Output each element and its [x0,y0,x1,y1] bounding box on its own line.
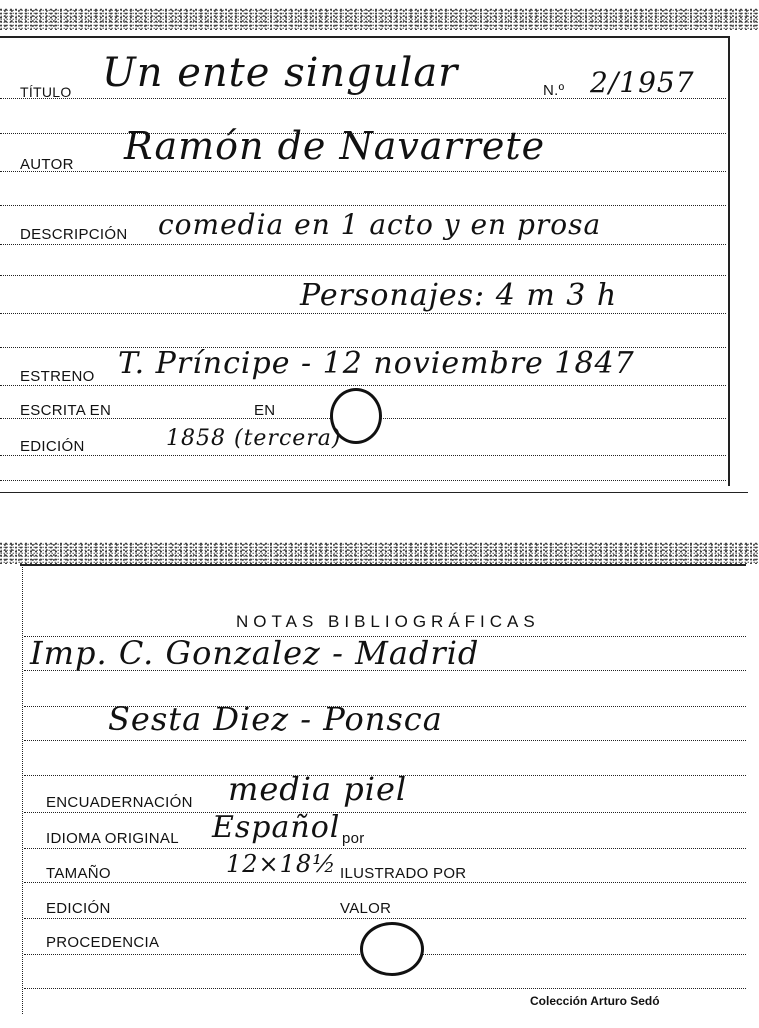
rule [24,812,746,813]
idioma-label: IDIOMA ORIGINAL [46,830,179,847]
rule [0,313,726,314]
tamano-label: TAMAÑO [46,865,111,882]
card-left-border [22,564,23,1014]
autor-value: Ramón de Navarrete [124,124,546,168]
rule [0,244,726,245]
descripcion-extra: Personajes: 4 m 3 h [300,278,618,313]
encuadernacion-value: media piel [228,770,408,808]
edicion-value: 1858 (tercera) [166,426,342,451]
por-label: por [342,830,365,847]
titulo-label: TÍTULO [20,84,72,100]
scan-noise-bottom [0,542,759,564]
en-label: EN [254,402,276,419]
rule [0,385,726,386]
note-line-2: Sesta Diez - Ponsca [108,700,443,738]
edicion-label: EDICIÓN [20,438,85,455]
scan-noise-top [0,8,759,30]
edicion-label-bottom: EDICIÓN [46,900,111,917]
ink-stain [360,922,424,976]
tamano-value: 12×18½ [226,850,337,878]
rule [0,275,726,276]
rule [24,918,746,919]
escrita-label: ESCRITA EN [20,402,112,419]
card-top-border [0,36,730,38]
numero-label: N.º [543,82,565,99]
card-right-border [728,36,730,486]
estreno-label: ESTRENO [20,368,95,385]
rule [0,480,726,481]
note-line-1: Imp. C. Gonzalez - Madrid [30,634,480,672]
collection-footer: Colección Arturo Sedó [530,994,660,1008]
rule [0,171,726,172]
card-top-border [20,564,746,566]
autor-label: AUTOR [20,156,74,173]
idioma-value: Español [212,810,341,845]
notas-heading: NOTAS BIBLIOGRÁFICAS [236,612,540,631]
rule [24,882,746,883]
procedencia-label: PROCEDENCIA [46,934,160,951]
rule [0,455,726,456]
rule [24,740,746,741]
descripcion-label: DESCRIPCIÓN [20,226,128,243]
encuadernacion-label: ENCUADERNACIÓN [46,794,193,811]
rule [24,848,746,849]
descripcion-value: comedia en 1 acto y en prosa [158,208,602,241]
ilustrado-label: ILUSTRADO POR [340,865,467,882]
catalog-card-top [0,0,759,495]
numero-value: 2/1957 [590,66,695,99]
card-bottom-edge [0,492,748,493]
rule [24,988,746,989]
titulo-value: Un ente singular [102,50,459,96]
estreno-value: T. Príncipe - 12 noviembre 1847 [118,346,635,381]
rule [0,205,726,206]
valor-label: VALOR [340,900,392,917]
catalog-card-bottom [0,530,759,1028]
